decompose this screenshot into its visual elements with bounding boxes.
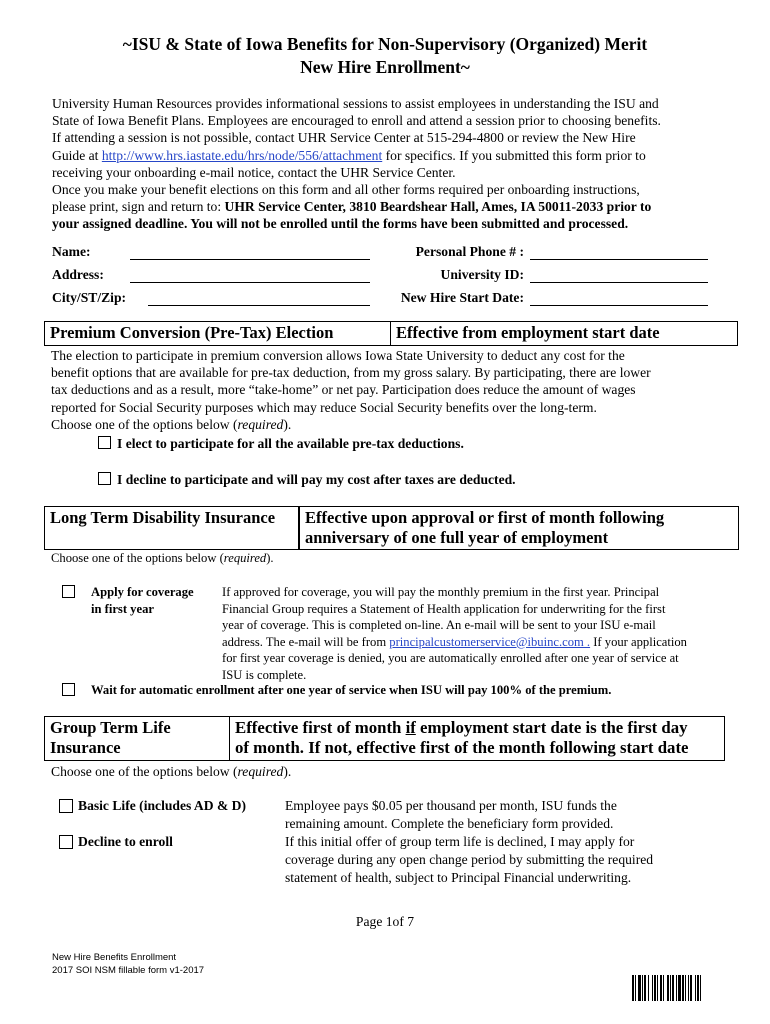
- ltd-desc-line: for first year coverage is denied, you are automatically enrolled after one year of service at: [222, 651, 679, 665]
- intro-line: University Human Resources provides informational sessions to assist employees in understanding the ISU and: [52, 96, 659, 111]
- intro-line: [52, 198, 742, 215]
- ltd-apply-description: [222, 584, 742, 683]
- university-id-label: University ID:: [440, 267, 524, 282]
- choose-prefix: Choose one of the options below (: [51, 551, 224, 565]
- ltd-apply-checkbox[interactable]: [62, 585, 75, 598]
- life-header-left: [44, 716, 230, 761]
- ltd-desc-line: [222, 634, 742, 651]
- choose-required: required: [237, 416, 284, 432]
- ltd-desc-line: Financial Group requires a Statement of Health application for underwriting for the first: [222, 601, 666, 616]
- return-address: UHR Service Center, 3810 Beardshear Hall, Ames, IA 50011-2033 prior to: [224, 199, 652, 215]
- life-desc-line: If this initial offer of group term life is declined, I may apply for: [285, 834, 635, 849]
- choose-suffix: ).: [283, 764, 292, 779]
- ltd-email-prefix: address. The e-mail will be from: [222, 634, 390, 649]
- premium-line: tax deductions and as a result, more “take-home” or net pay. Participation does reduce the amount of wages: [51, 382, 636, 398]
- intro-line: [52, 147, 742, 164]
- life-description: [285, 797, 735, 887]
- ltd-apply-label-line1: Apply for coverage: [91, 585, 194, 599]
- ltd-header-right-line1: Effective upon approval or first of month following: [305, 508, 665, 527]
- life-desc-line: statement of health, subject to Principal Financial underwriting.: [285, 870, 632, 885]
- premium-description: [51, 347, 741, 433]
- ltd-desc-line: If approved for coverage, you will pay the monthly premium in the first year. Principal: [222, 585, 660, 599]
- life-header-right: [229, 716, 725, 761]
- ltd-apply-label-line2: in first year: [91, 601, 154, 616]
- name-field[interactable]: [130, 259, 370, 260]
- choose-suffix: ).: [283, 416, 292, 432]
- premium-header-right: Effective from employment start date: [390, 321, 738, 346]
- guide-prefix: Guide at: [52, 147, 102, 163]
- intro-line: If attending a session is not possible, contact UHR Service Center at 515-294-4800 or review the New Hire: [52, 130, 636, 146]
- footer-line1: New Hire Benefits Enrollment: [52, 952, 177, 963]
- guide-link[interactable]: http://www.hrs.iastate.edu/hrs/node/556/attachment: [101, 147, 383, 163]
- ltd-desc-line: ISU is complete.: [222, 667, 307, 682]
- guide-suffix: for specifics. If you submitted this form prior to: [382, 147, 646, 163]
- life-effective-suffix: employment start date is the first day: [415, 718, 688, 737]
- address-field[interactable]: [130, 282, 370, 283]
- barcode-bar: [701, 975, 703, 1001]
- life-desc-line: coverage during any open change period by submitting the required: [285, 852, 654, 867]
- premium-line: benefit options that are available for pre-tax deduction, from my gross salary. By participating, there are lower: [51, 365, 651, 381]
- ltd-email-suffix: If your application: [590, 634, 687, 649]
- start-date-field[interactable]: [530, 305, 708, 306]
- choose-prefix: Choose one of the options below (: [51, 764, 238, 779]
- life-header-right-line1: [235, 718, 719, 738]
- choose-required: required: [237, 764, 284, 779]
- start-date-label: New Hire Start Date:: [400, 290, 524, 305]
- intro-paragraph: [52, 95, 742, 233]
- university-id-field[interactable]: [530, 282, 708, 283]
- choose-required: required: [223, 551, 267, 565]
- life-basic-checkbox[interactable]: [59, 799, 73, 813]
- premium-choose: [51, 416, 741, 433]
- premium-line: The election to participate in premium conversion allows Iowa State University to deduct any cost for the: [51, 348, 625, 363]
- life-desc-line: remaining amount. Complete the beneficiary form provided.: [285, 816, 614, 831]
- intro-line: receiving your onboarding e-mail notice, contact the UHR Service Center.: [52, 164, 456, 180]
- premium-header-left: Premium Conversion (Pre-Tax) Election: [44, 321, 391, 346]
- premium-participate-label: I elect to participate for all the available pre-tax deductions.: [117, 436, 464, 451]
- life-choose: [51, 763, 291, 780]
- premium-line: reported for Social Security purposes which may reduce Social Security benefits over the long-term.: [51, 399, 597, 415]
- life-header-right-line2: of month. If not, effective first of the month following start date: [235, 738, 689, 757]
- name-label: Name:: [52, 244, 91, 259]
- ltd-desc-line: year of coverage. This is completed on-line. An e-mail will be sent to your ISU e-mail: [222, 618, 656, 632]
- life-decline-label: Decline to enroll: [78, 834, 173, 849]
- life-effective-prefix: Effective first of month: [235, 718, 406, 737]
- footer-line2: 2017 SOI NSM fillable form v1-2017: [52, 964, 205, 976]
- return-prefix: please print, sign and return to:: [52, 199, 225, 215]
- intro-line: Once you make your benefit elections on this form and all other forms required per onboarding instructions,: [52, 182, 640, 198]
- page-number: Page 1of 7: [355, 914, 415, 929]
- life-header-left-line2: Insurance: [50, 738, 121, 757]
- choose-suffix: ).: [266, 551, 274, 565]
- premium-decline-checkbox[interactable]: [98, 472, 111, 485]
- phone-field[interactable]: [530, 259, 708, 260]
- life-header-left-line1: Group Term Life: [50, 718, 171, 737]
- life-decline-checkbox[interactable]: [59, 835, 73, 849]
- ltd-apply-label: [91, 584, 216, 617]
- life-desc-line: Employee pays $0.05 per thousand per month, ISU funds the: [285, 798, 617, 813]
- deadline-notice: your assigned deadline. You will not be enrolled until the forms have been submitted and processed.: [52, 216, 629, 232]
- ltd-header-left: Long Term Disability Insurance: [44, 506, 299, 550]
- page-title-line1: ~ISU & State of Iowa Benefits for Non-Supervisory (Organized) Merit: [122, 34, 648, 54]
- city-field[interactable]: [148, 305, 370, 306]
- choose-prefix: Choose one of the options below (: [51, 416, 238, 432]
- ltd-email-link[interactable]: principalcustomerservice@ibuinc.com .: [389, 634, 591, 649]
- ltd-header-right-line2: anniversary of one full year of employment: [305, 528, 609, 547]
- life-effective-if: if: [405, 718, 416, 737]
- page-title-line2: New Hire Enrollment~: [300, 57, 470, 77]
- address-label: Address:: [52, 267, 104, 282]
- city-label: City/ST/Zip:: [52, 290, 127, 305]
- premium-participate-checkbox[interactable]: [98, 436, 111, 449]
- ltd-choose: [51, 550, 274, 567]
- premium-decline-label: I decline to participate and will pay my cost after taxes are deducted.: [117, 472, 516, 487]
- intro-line: State of Iowa Benefit Plans. Employees are encouraged to enroll and attend a session prior to choosing benefits.: [52, 113, 661, 129]
- footer: [52, 952, 204, 977]
- life-basic-label: Basic Life (includes AD & D): [78, 798, 247, 813]
- ltd-wait-checkbox[interactable]: [62, 683, 75, 696]
- phone-label: Personal Phone # :: [415, 244, 524, 259]
- ltd-header-right: [299, 506, 739, 550]
- barcode-image: [632, 975, 746, 1001]
- ltd-wait-label: Wait for automatic enrollment after one year of service when ISU will pay 100% of the premium.: [91, 683, 612, 697]
